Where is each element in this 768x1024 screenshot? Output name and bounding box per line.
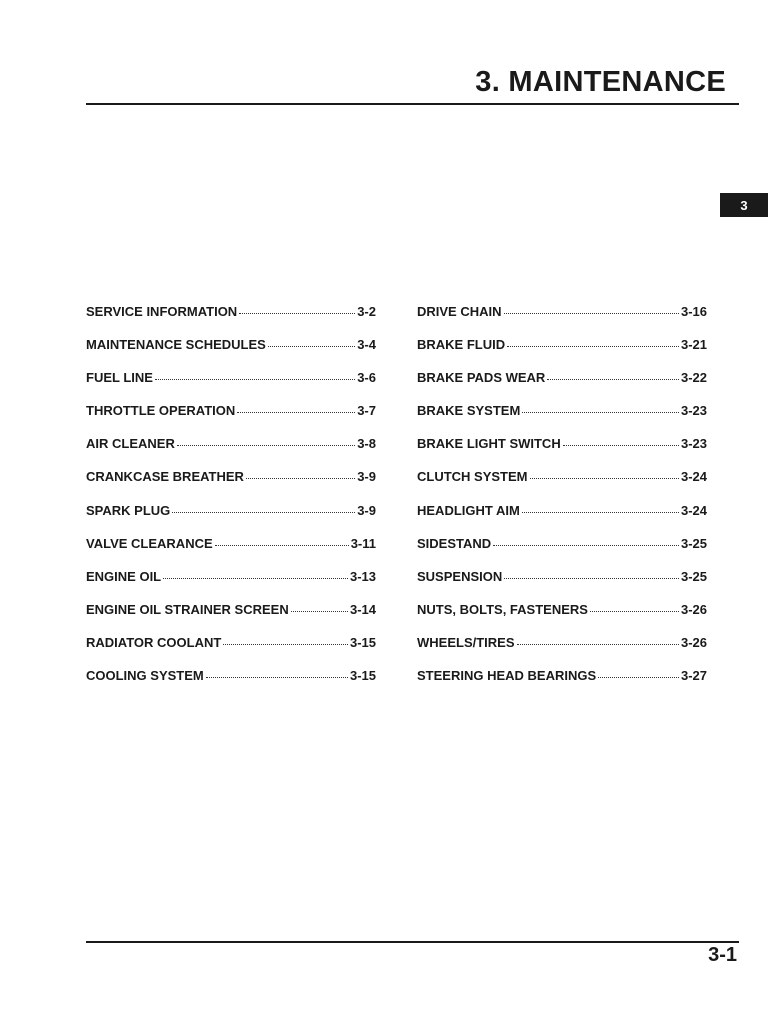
toc-entry-page: 3-8 bbox=[357, 436, 376, 452]
toc-entry-label: ENGINE OIL bbox=[86, 568, 162, 584]
dot-leader bbox=[598, 668, 679, 678]
toc-entry-page: 3-24 bbox=[680, 502, 707, 518]
page-number: 3-1 bbox=[708, 944, 737, 966]
toc-entry-page: 3-21 bbox=[680, 337, 707, 353]
toc-entry-page: 3-22 bbox=[680, 370, 707, 386]
dot-leader bbox=[563, 436, 679, 446]
dot-leader bbox=[246, 469, 355, 479]
dot-leader bbox=[215, 536, 349, 546]
dot-leader bbox=[163, 569, 348, 579]
toc-entry-label: HEADLIGHT AIM bbox=[417, 502, 520, 518]
toc-entry-page: 3-25 bbox=[680, 568, 707, 584]
toc-entry-label: STEERING HEAD BEARINGS bbox=[417, 668, 597, 684]
toc-entry-page: 3-15 bbox=[349, 634, 376, 650]
toc-entry[interactable] bbox=[86, 370, 376, 403]
toc-entry[interactable] bbox=[86, 635, 376, 668]
toc-entry-page: 3-2 bbox=[357, 304, 376, 319]
toc-entry[interactable] bbox=[417, 668, 707, 701]
toc-entry[interactable] bbox=[417, 536, 707, 569]
toc-entry[interactable] bbox=[86, 503, 376, 536]
toc-entry-label: BRAKE FLUID bbox=[417, 337, 506, 353]
dot-leader bbox=[504, 304, 679, 314]
toc-entry-page: 3-13 bbox=[349, 568, 376, 584]
toc-entry-label: THROTTLE OPERATION bbox=[86, 403, 236, 419]
dot-leader bbox=[291, 602, 348, 612]
toc-entry[interactable] bbox=[417, 337, 707, 370]
toc-entry[interactable] bbox=[86, 536, 376, 569]
toc-entry[interactable] bbox=[86, 403, 376, 436]
toc-entry-label: ENGINE OIL STRAINER SCREEN bbox=[86, 601, 289, 617]
toc-entry[interactable] bbox=[86, 569, 376, 602]
toc-entry-page: 3-26 bbox=[680, 601, 707, 617]
toc-entry[interactable] bbox=[417, 569, 707, 602]
toc-entry-page: 3-24 bbox=[680, 469, 707, 485]
toc-right-column bbox=[417, 304, 707, 701]
toc-entry[interactable] bbox=[417, 304, 707, 337]
toc-entry-page: 3-15 bbox=[349, 668, 376, 684]
toc-entry-label: DRIVE CHAIN bbox=[417, 304, 502, 319]
toc-entry[interactable] bbox=[417, 370, 707, 403]
toc-entry-label: RADIATOR COOLANT bbox=[86, 634, 222, 650]
dot-leader bbox=[590, 602, 679, 612]
toc-entry-label: BRAKE SYSTEM bbox=[417, 403, 521, 419]
toc-entry-label: SPARK PLUG bbox=[86, 502, 171, 518]
toc-entry[interactable] bbox=[86, 602, 376, 635]
toc-entry[interactable] bbox=[417, 635, 707, 668]
toc-entry[interactable] bbox=[86, 337, 376, 370]
header-rule bbox=[86, 103, 739, 105]
dot-leader bbox=[239, 304, 355, 314]
dot-leader bbox=[530, 469, 679, 479]
toc-entry-label: SIDESTAND bbox=[417, 535, 492, 551]
toc-entry[interactable] bbox=[86, 469, 376, 502]
toc-entry-label: COOLING SYSTEM bbox=[86, 668, 204, 684]
dot-leader bbox=[237, 403, 355, 413]
toc-entry-page: 3-23 bbox=[680, 403, 707, 419]
dot-leader bbox=[155, 370, 355, 380]
toc-entry-page: 3-25 bbox=[680, 535, 707, 551]
toc-entry-label: MAINTENANCE SCHEDULES bbox=[86, 337, 266, 353]
toc-entry-page: 3-23 bbox=[680, 436, 707, 452]
toc-left-column bbox=[86, 304, 376, 701]
toc-entry-label: NUTS, BOLTS, FASTENERS bbox=[417, 601, 588, 617]
toc-entry-page: 3-27 bbox=[680, 668, 707, 684]
toc-entry-label: BRAKE PADS WEAR bbox=[417, 370, 546, 386]
toc-entry[interactable] bbox=[417, 469, 707, 502]
toc-entry-label: AIR CLEANER bbox=[86, 436, 175, 452]
footer-rule bbox=[86, 941, 739, 943]
toc-entry-label: WHEELS/TIRES bbox=[417, 634, 515, 650]
dot-leader bbox=[507, 337, 679, 347]
toc-entry-label: SUSPENSION bbox=[417, 568, 503, 584]
dot-leader bbox=[172, 503, 355, 513]
toc-entry[interactable] bbox=[417, 602, 707, 635]
toc-entry-page: 3-16 bbox=[680, 304, 707, 319]
toc-entry-page: 3-11 bbox=[350, 535, 376, 551]
page-title: 3. MAINTENANCE bbox=[475, 66, 726, 98]
dot-leader bbox=[547, 370, 679, 380]
toc-entry-page: 3-4 bbox=[357, 337, 376, 353]
toc-entry-page: 3-6 bbox=[357, 370, 376, 386]
toc-entry-label: FUEL LINE bbox=[86, 370, 153, 386]
dot-leader bbox=[522, 403, 679, 413]
dot-leader bbox=[522, 503, 679, 513]
dot-leader bbox=[206, 668, 348, 678]
toc-entry-page: 3-26 bbox=[680, 634, 707, 650]
toc-entry-page: 3-9 bbox=[357, 469, 376, 485]
toc-entry[interactable] bbox=[86, 304, 376, 337]
toc-entry[interactable] bbox=[86, 668, 376, 701]
dot-leader bbox=[223, 635, 348, 645]
toc-entry-page: 3-9 bbox=[357, 502, 376, 518]
dot-leader bbox=[493, 536, 679, 546]
toc-entry[interactable] bbox=[417, 436, 707, 469]
toc-entry-label: CLUTCH SYSTEM bbox=[417, 469, 528, 485]
section-tab: 3 bbox=[720, 193, 768, 217]
toc-entry-label: BRAKE LIGHT SWITCH bbox=[417, 436, 561, 452]
toc-entry-label: SERVICE INFORMATION bbox=[86, 304, 238, 319]
dot-leader bbox=[268, 337, 355, 347]
toc-entry[interactable] bbox=[417, 403, 707, 436]
toc-entry[interactable] bbox=[86, 436, 376, 469]
toc-entry[interactable] bbox=[417, 503, 707, 536]
toc-entry-label: CRANKCASE BREATHER bbox=[86, 469, 244, 485]
dot-leader bbox=[517, 635, 679, 645]
dot-leader bbox=[504, 569, 679, 579]
toc-entry-label: VALVE CLEARANCE bbox=[86, 535, 213, 551]
toc-entry-page: 3-7 bbox=[357, 403, 376, 419]
dot-leader bbox=[177, 436, 355, 446]
toc-entry-page: 3-14 bbox=[349, 601, 376, 617]
